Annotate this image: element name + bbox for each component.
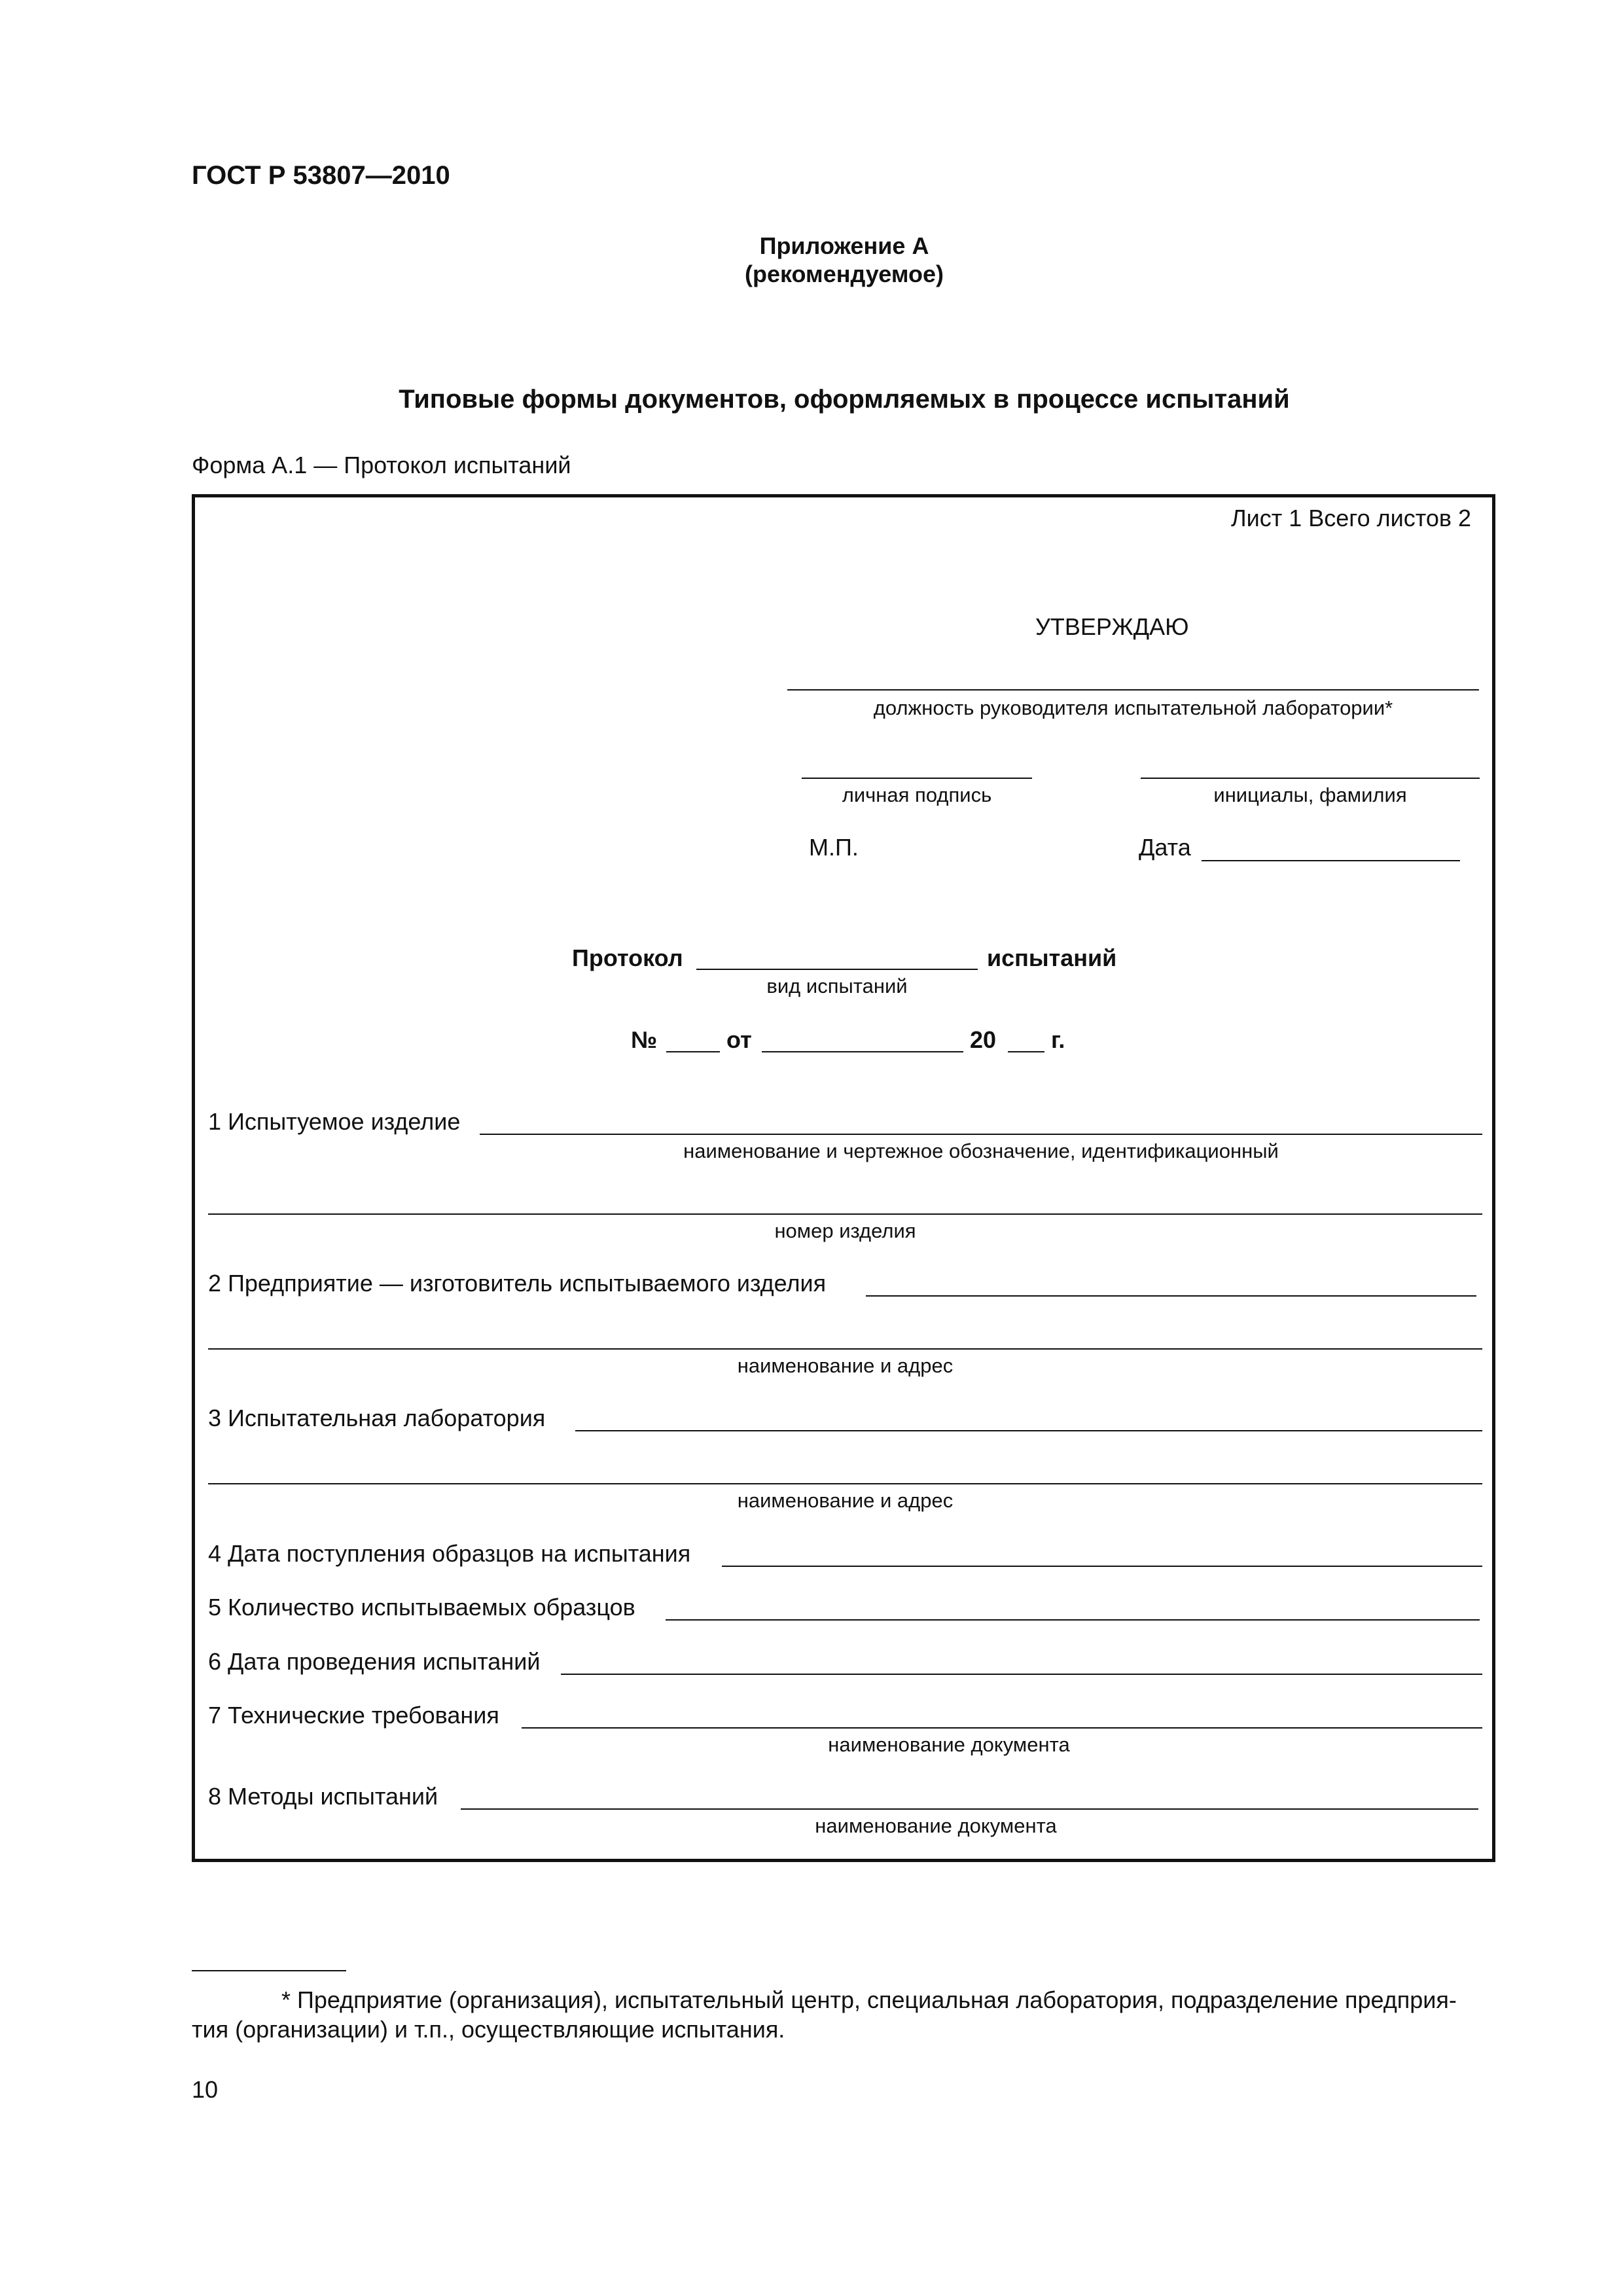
standard-header: ГОСТ Р 53807—2010 xyxy=(192,161,450,190)
signature-line[interactable] xyxy=(802,778,1032,779)
footnote-separator xyxy=(192,1970,346,1971)
number-sign: № xyxy=(631,1026,658,1053)
from-word: от xyxy=(726,1026,752,1053)
item-1-line-2[interactable] xyxy=(208,1213,1482,1215)
footnote-line-2: тия (организации) и т.п., осуществляющие испытания. xyxy=(192,2016,785,2043)
protocol-number-line[interactable] xyxy=(666,1051,720,1052)
item-3-caption: наименование и адрес xyxy=(737,1489,954,1512)
appendix-status: (рекомендуемое) xyxy=(745,260,944,287)
item-2-label: 2 Предприятие — изготовитель испытываемого изделия xyxy=(208,1270,827,1297)
item-5-line[interactable] xyxy=(666,1619,1480,1621)
year-line[interactable] xyxy=(1008,1051,1044,1052)
year-suffix: г. xyxy=(1051,1026,1065,1053)
item-2-caption: наименование и адрес xyxy=(737,1354,954,1377)
approve-label: УТВЕРЖДАЮ xyxy=(1035,613,1189,640)
item-3-line[interactable] xyxy=(575,1430,1482,1431)
page-number: 10 xyxy=(192,2076,219,2103)
item-2-line-2[interactable] xyxy=(208,1348,1482,1350)
item-1-label: 1 Испытуемое изделие xyxy=(208,1108,461,1135)
item-2-line[interactable] xyxy=(866,1295,1476,1297)
position-line[interactable] xyxy=(787,689,1479,691)
item-6-label: 6 Дата проведения испытаний xyxy=(208,1648,541,1675)
item-4-line[interactable] xyxy=(722,1566,1482,1567)
item-1-caption: наименование и чертежное обозначение, идентификационный xyxy=(683,1139,1279,1162)
item-1-caption-2: номер изделия xyxy=(774,1219,916,1242)
item-8-caption: наименование документа xyxy=(815,1814,1057,1837)
item-6-line[interactable] xyxy=(561,1674,1482,1675)
item-8-label: 8 Методы испытаний xyxy=(208,1783,438,1810)
item-1-line[interactable] xyxy=(480,1134,1482,1135)
item-7-label: 7 Технические требования xyxy=(208,1702,499,1729)
appendix-title: Приложение А xyxy=(759,232,929,259)
signature-caption: личная подпись xyxy=(842,783,992,806)
item-5-label: 5 Количество испытываемых образцов xyxy=(208,1594,635,1621)
date-label: Дата xyxy=(1139,834,1191,861)
tests-word: испытаний xyxy=(987,944,1117,971)
position-caption: должность руководителя испытательной лаборатории* xyxy=(873,696,1393,719)
name-caption: инициалы, фамилия xyxy=(1213,783,1407,806)
footnote-line-1: * Предприятие (организация), испытательный центр, специальная лаборатория, подразделение предприя- xyxy=(281,1986,1457,2013)
item-4-label: 4 Дата поступления образцов на испытания xyxy=(208,1540,691,1567)
item-3-line-2[interactable] xyxy=(208,1483,1482,1484)
item-8-line[interactable] xyxy=(461,1808,1478,1810)
section-title: Типовые формы документов, оформляемых в процессе испытаний xyxy=(399,385,1290,414)
test-type-caption: вид испытаний xyxy=(766,975,908,997)
item-3-label: 3 Испытательная лаборатория xyxy=(208,1405,546,1431)
item-7-caption: наименование документа xyxy=(828,1733,1070,1756)
item-7-line[interactable] xyxy=(522,1727,1482,1729)
name-line[interactable] xyxy=(1141,778,1480,779)
protocol-word: Протокол xyxy=(572,944,683,971)
form-caption: Форма А.1 — Протокол испытаний xyxy=(192,452,571,478)
stamp-label: М.П. xyxy=(809,834,859,861)
date-line[interactable] xyxy=(1202,860,1460,861)
test-type-line[interactable] xyxy=(696,969,978,970)
sheet-counter: Лист 1 Всего листов 2 xyxy=(1230,505,1471,531)
year-prefix: 20 xyxy=(970,1026,997,1053)
protocol-date-line[interactable] xyxy=(762,1051,963,1052)
